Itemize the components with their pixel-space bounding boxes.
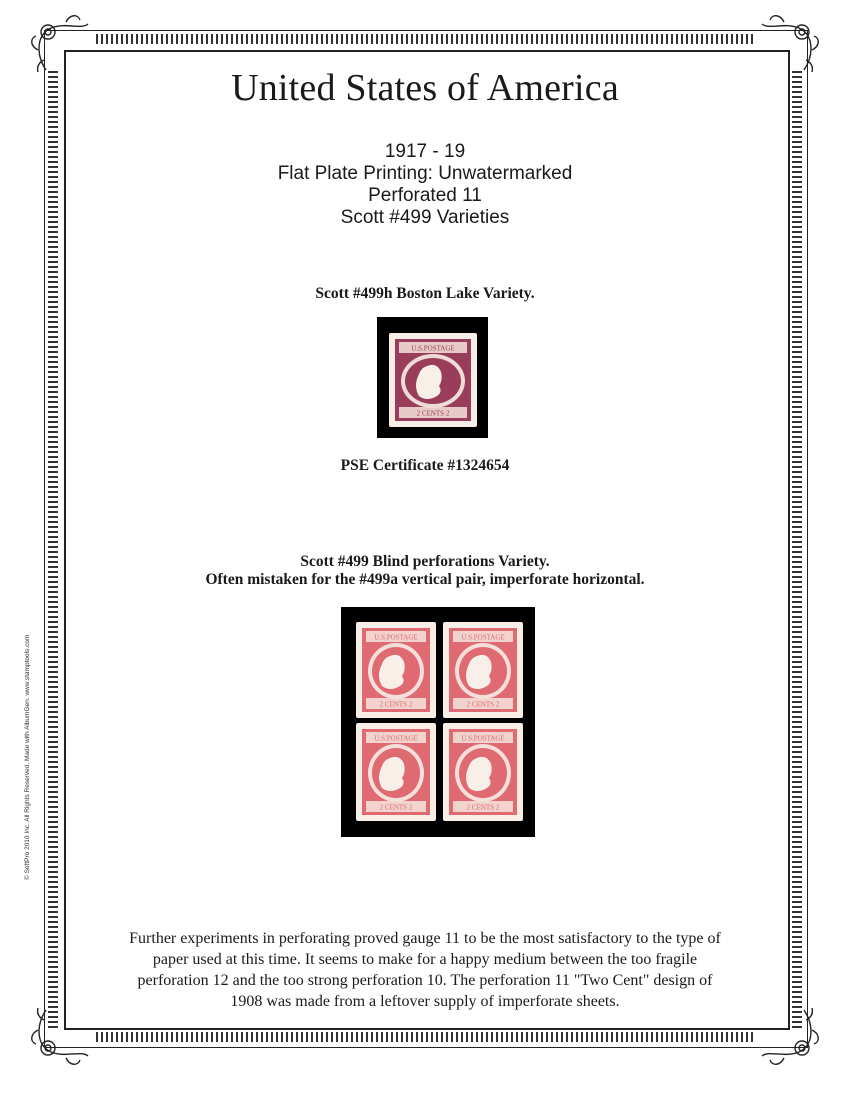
stamp-boston-lake <box>389 333 477 427</box>
stamp-bottom-text: 2 CENTS 2 <box>379 803 413 812</box>
stamp-bottom-text: 2 CENTS 2 <box>466 700 500 709</box>
washington-profile-icon <box>389 333 477 427</box>
stamp-top-text: U.S.POSTAGE <box>461 633 505 642</box>
stamp-top-text: U.S.POSTAGE <box>411 344 455 353</box>
border-band-top <box>96 34 754 44</box>
washington-profile-icon <box>443 622 523 718</box>
stamp-top-text: U.S.POSTAGE <box>461 734 505 743</box>
corner-ornament-icon <box>26 1000 96 1070</box>
stamp-block-top-right <box>443 622 523 718</box>
subtitle-varieties: Scott #499 Varieties <box>340 207 510 228</box>
section1-heading: Scott #499h Boston Lake Variety. <box>315 285 535 302</box>
corner-ornament-icon <box>754 1000 824 1070</box>
subtitle-printing: Flat Plate Printing: Unwatermarked <box>277 163 573 184</box>
washington-profile-icon <box>356 723 436 821</box>
stamp-block-bottom-left <box>356 723 436 821</box>
stamp-bottom-text: 2 CENTS 2 <box>466 803 500 812</box>
washington-profile-icon <box>443 723 523 821</box>
border-band-bottom <box>96 1032 754 1042</box>
copyright-notice: © SoftPro 2010 Inc. All Rights Reserved. Made with AlbumGen. www.stamptools.com <box>24 634 31 880</box>
stamp-bottom-text: 2 CENTS 2 <box>416 409 450 418</box>
section2-heading-line2: Often mistaken for the #499a vertical pair, imperforate horizontal. <box>205 571 645 588</box>
stamp-top-text: U.S.POSTAGE <box>374 734 418 743</box>
stamp-bottom-text: 2 CENTS 2 <box>379 700 413 709</box>
washington-profile-icon <box>356 622 436 718</box>
stamp-block-bottom-right <box>443 723 523 821</box>
stamp-block-top-left <box>356 622 436 718</box>
page-title: United States of America <box>231 67 619 109</box>
subtitle-years: 1917 - 19 <box>384 141 466 162</box>
subtitle-perforation: Perforated 11 <box>368 185 482 206</box>
stamp-top-text: U.S.POSTAGE <box>374 633 418 642</box>
section2-heading-line1: Scott #499 Blind perforations Variety. <box>300 553 550 570</box>
certificate-caption: PSE Certificate #1324654 <box>340 457 510 474</box>
description-paragraph: Further experiments in perforating proved gauge 11 to be the most satisfactory to the type of paper used at this time. It seems to make for a happy medium between the too fragile perforation 12 and the too strong perforation 10. The perforation 11 "Two Cent" design of 1908 was made from a leftover supply of imperforate sheets. <box>129 930 721 1010</box>
